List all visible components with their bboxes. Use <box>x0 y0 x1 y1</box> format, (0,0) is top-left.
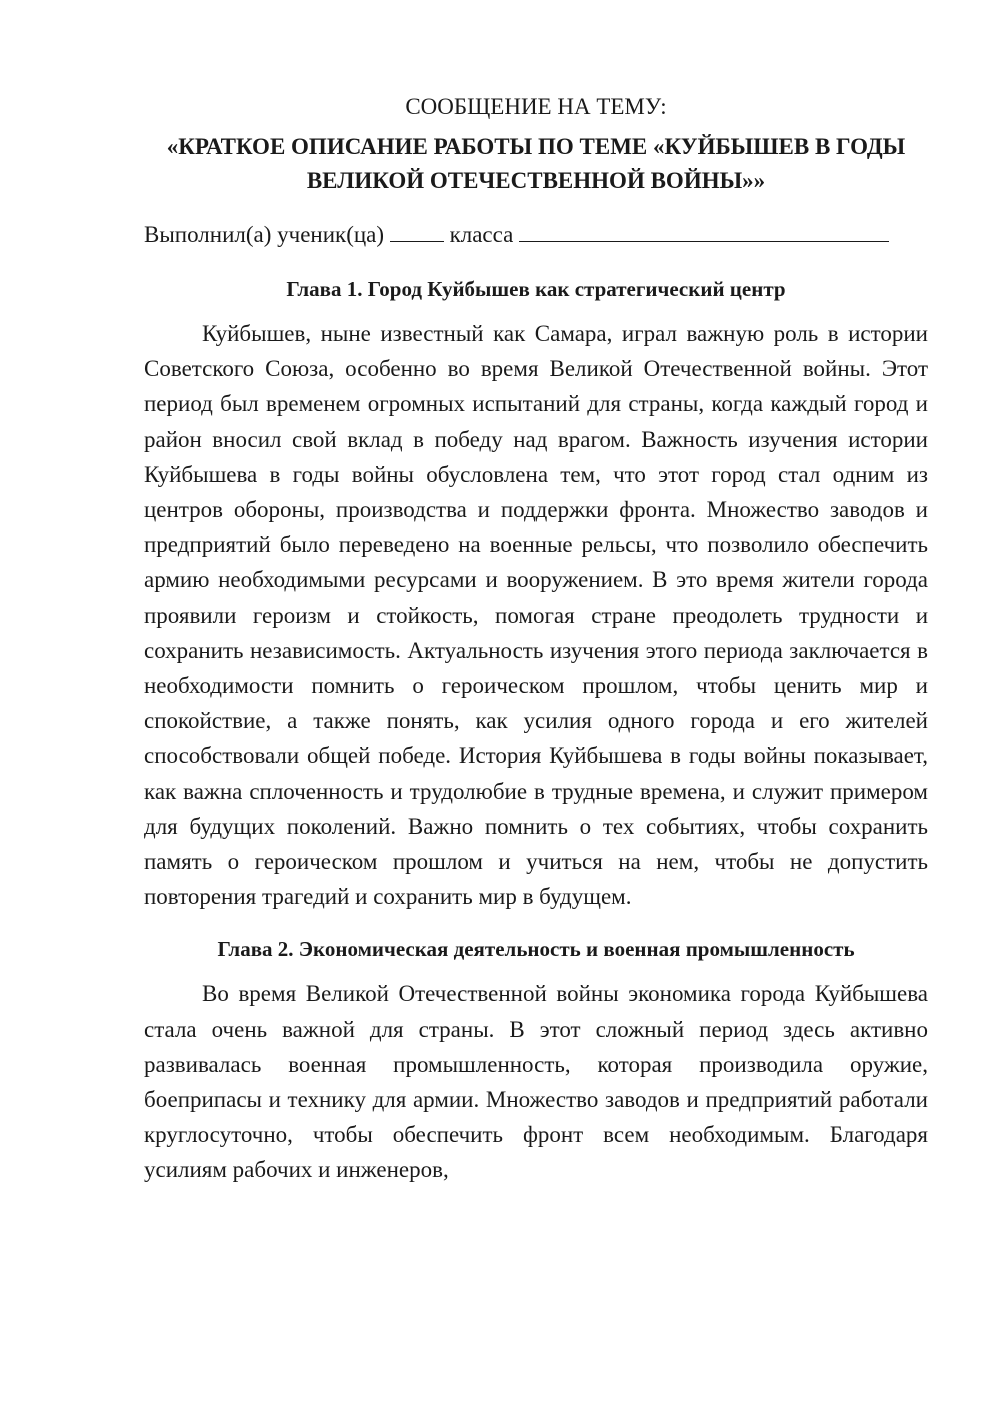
class-number-blank <box>390 221 444 242</box>
author-prefix: Выполнил(а) ученик(ца) <box>144 222 385 247</box>
chapter-2-title: Глава 2. Экономическая деятельность и военная промышленность <box>217 937 855 962</box>
chapter-1-title: Глава 1. Город Куйбышев как стратегический центр <box>286 277 786 301</box>
student-name-blank <box>519 221 889 242</box>
document-header: СООБЩЕНИЕ НА ТЕМУ: <box>405 94 667 119</box>
document-page <box>144 92 928 1188</box>
document-title: «КРАТКОЕ ОПИСАНИЕ РАБОТЫ ПО ТЕМЕ «КУЙБЫШЕВ В ГОДЫ ВЕЛИКОЙ ОТЕЧЕСТВЕННОЙ ВОЙНЫ»» <box>166 134 906 193</box>
chapter-1-text: Куйбышев, ныне известный как Самара, играл важную роль в истории Советского Союза, особенно во время Великой Отечественной войны. Этот период был временем огромных испытаний для страны, когда каждый город и район вносил свой вклад в победу над врагом. Важность изучения истории Куйбышева в годы войны обусловлена тем, что этот город стал одним из центров обороны, производства и поддержки фронта. Множество заводов и предприятий было переведено на военные рельсы, что позволило обеспечить армию необходимыми ресурсами и вооружением. В это время жители города проявили героизм и стойкость, помогая стране преодолеть трудности и сохранить независимость. Актуальность изучения этого периода заключается в необходимости помнить о героическом прошлом, чтобы ценить мир и спокойствие, а также понять, как усилия одного города и его жителей способствовали общей победе. История Куйбышева в годы войны показывает, как важна сплоченность и трудолюбие в трудные времена, и служит примером для будущих поколений. Важно помнить о тех событиях, чтобы сохранить память о героическом прошлом и учиться на нем, чтобы не допустить повторения трагедий и сохранить мир в будущем. <box>144 321 928 910</box>
author-line <box>144 220 928 250</box>
chapter-2-text: Во время Великой Отечественной войны экономика города Куйбышева стала очень важной для страны. В этот сложный период здесь активно развивалась военная промышленность, которая производила оружие, боеприпасы и технику для армии. Множество заводов и предприятий работали круглосуточно, чтобы обеспечить фронт всем необходимым. Благодаря усилиям рабочих и инженеров, <box>144 981 928 1183</box>
author-class-label: класса <box>449 222 514 247</box>
